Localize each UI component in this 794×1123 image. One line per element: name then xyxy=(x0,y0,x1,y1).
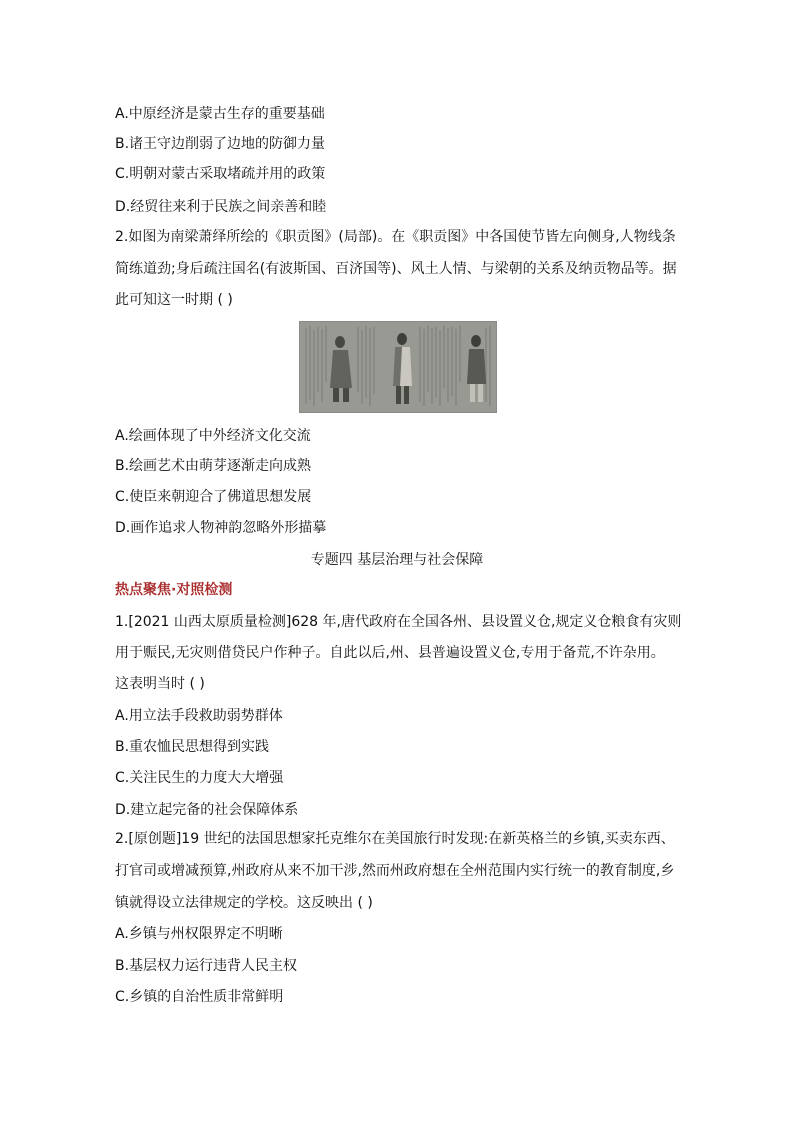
q2-stem-line2: 打官司或增减预算,州政府从来不加干涉,然而州政府想在全州范围内实行统一的教育制度,乡 xyxy=(115,863,675,879)
prev-option-a: A.中原经济是蒙古生存的重要基础 xyxy=(115,106,325,122)
q2-stem-line3: 镇就得设立法律规定的学校。这反映出 ( ) xyxy=(115,895,373,911)
prev-option-c: C.明朝对蒙古采取堵疏并用的政策 xyxy=(115,166,326,182)
q2-stem-line1: 2.[原创题]19 世纪的法国思想家托克维尔在美国旅行时发现:在新英格兰的乡镇,买卖东西、 xyxy=(115,831,675,847)
question2-stem-line2: 简练道劲;身后疏注国名(有波斯国、百济国等)、风土人情、与梁朝的关系及纳贡物品等。据 xyxy=(115,261,677,277)
q2-option-c: C.乡镇的自治性质非常鲜明 xyxy=(115,989,284,1005)
q1-stem-line3: 这表明当时 ( ) xyxy=(115,676,205,692)
q1-option-a: A.用立法手段救助弱势群体 xyxy=(115,708,283,724)
question2-stem-line1: 2.如图为南梁萧绎所绘的《职贡图》(局部)。在《职贡图》中各国使节皆左向侧身,人物线条 xyxy=(115,229,676,245)
subsection-title: 热点聚焦·对照检测 xyxy=(115,582,233,598)
q1-stem-line1: 1.[2021 山西太原质量检测]628 年,唐代政府在全国各州、县设置义仓,规定义仓粮食有灾则 xyxy=(115,614,682,630)
section-title: 专题四 基层治理与社会保障 xyxy=(310,552,484,568)
q1-option-c: C.关注民生的力度大大增强 xyxy=(115,770,284,786)
tribute-painting-image xyxy=(299,321,497,413)
question2-option-b: B.绘画艺术由萌芽逐渐走向成熟 xyxy=(115,458,312,474)
prev-option-d: D.经贸往来利于民族之间亲善和睦 xyxy=(115,199,327,215)
question2-option-a: A.绘画体现了中外经济文化交流 xyxy=(115,428,311,444)
question2-stem-line3: 此可知这一时期 ( ) xyxy=(115,292,233,308)
question2-option-d: D.画作追求人物神韵忽略外形描摹 xyxy=(115,520,327,536)
q1-stem-line2: 用于赈民,无灾则借贷民户作种子。自此以后,州、县普遍设置义仓,专用于备荒,不许杂用。 xyxy=(115,645,665,661)
q2-option-b: B.基层权力运行违背人民主权 xyxy=(115,958,298,974)
q1-option-b: B.重农恤民思想得到实践 xyxy=(115,739,270,755)
prev-option-b: B.诸王守边削弱了边地的防御力量 xyxy=(115,136,326,152)
q2-option-a: A.乡镇与州权限界定不明晰 xyxy=(115,926,283,942)
question2-option-c: C.使臣来朝迎合了佛道思想发展 xyxy=(115,489,312,505)
q1-option-d: D.建立起完备的社会保障体系 xyxy=(115,802,299,818)
